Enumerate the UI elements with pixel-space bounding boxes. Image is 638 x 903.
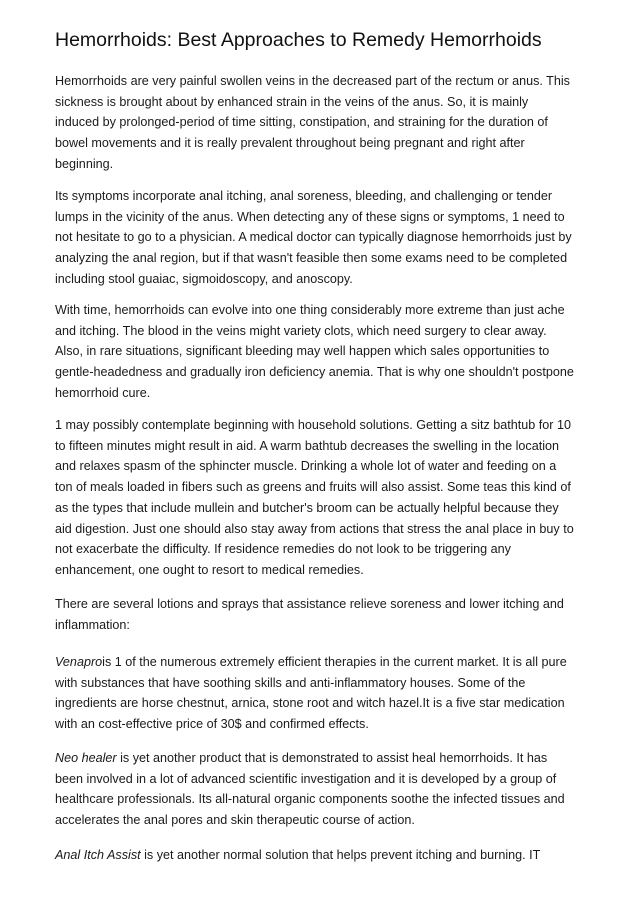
text-line: accelerates the anal pores and skin therapeutic course of action.	[55, 813, 415, 828]
text-line: bowel movements and it is really prevalent throughout being pregnant and right after	[55, 136, 525, 151]
text-line: gentle-headedness and gradually iron deficiency anemia. That is why one shouldn't postpone	[55, 365, 574, 380]
text-line: There are several lotions and sprays that assistance relieve soreness and lower itching and	[55, 597, 564, 611]
text-line: as the types that include mullein and butcher's broom can be actually helpful because they	[55, 500, 559, 515]
product-name: Neo healer	[55, 751, 117, 765]
text-line: 1 may possibly contemplate beginning with household solutions. Getting a sitz bathtub for 10	[55, 418, 571, 432]
text-line: with an cost-effective price of 30$ and confirmed effects.	[55, 717, 369, 732]
paragraph-home-remedies	[55, 415, 595, 581]
text-line: not exacerbate the difficulty. If residence remedies do not look to be triggering any	[55, 542, 511, 557]
text-line: to fifteen minutes might result in aid. A warm bathtub decreases the swelling in the location	[55, 438, 560, 453]
text-line: induced by prolonged-period of time sitting, constipation, and straining for the duration of	[55, 115, 548, 130]
text-run: is yet another product that is demonstrated to assist heal hemorrhoids. It has	[116, 751, 548, 765]
text-line: including stool guaiac, sigmoidoscopy, and anoscopy.	[55, 271, 353, 286]
paragraph-lotions	[55, 594, 595, 635]
text-line: With time, hemorrhoids can evolve into one thing considerably more extreme than just ache	[55, 303, 565, 317]
text-line: aid digestion. Just one should also stay away from actions that stress the anal place in buy to	[55, 521, 574, 536]
paragraph-symptoms	[55, 186, 595, 290]
text-line: healthcare professionals. Its all-natural organic components soothe the infected tissues and	[55, 792, 565, 807]
text-line: and itching. The blood in the veins might variety clots, which need surgery to clear away.	[55, 323, 547, 338]
text-line: analyzing the anal region, but if that wasn't feasible then some exams need to be completed	[55, 251, 568, 266]
text-line: and relaxes spasm of the sphincter muscle. Drinking a whole lot of water and feeding on a	[55, 459, 557, 474]
paragraph-neo-healer	[55, 748, 595, 831]
text-run: is 1 of the numerous extremely efficient therapies in the current market. It is all pure	[102, 655, 567, 669]
paragraph-venapro	[55, 652, 595, 735]
text-line: enhancement, one ought to resort to medical remedies.	[55, 562, 364, 577]
page-title: Hemorrhoids: Best Approaches to Remedy Hemorrhoids	[55, 29, 542, 51]
text-line: been involved in a lot of advanced scientific investigation and it is developed by a group of	[55, 771, 557, 786]
paragraph-anal-itch-assist	[55, 845, 595, 866]
text-line: not hesitate to go to a physician. A medical doctor can typically diagnose hemorrhoids just by	[55, 230, 572, 245]
product-name: Anal Itch Assist	[55, 848, 141, 862]
paragraph-complications	[55, 300, 595, 404]
text-line: inflammation:	[55, 617, 130, 632]
text-line: hemorrhoid cure.	[55, 385, 151, 400]
text-line: ton of meals loaded in fibers such as greens and fruits will also assist. Some teas this kind of	[55, 480, 571, 495]
product-name: Venapro	[55, 655, 103, 669]
text-run: is yet another normal solution that helps prevent itching and burning. IT	[140, 848, 541, 862]
text-line: beginning.	[55, 156, 114, 171]
text-line: sickness is brought about by enhanced strain in the veins of the anus. So, it is mainly	[55, 94, 529, 109]
paragraph-intro	[55, 71, 595, 175]
text-line: lumps in the vicinity of the anus. When detecting any of these signs or symptoms, 1 need to	[55, 209, 565, 224]
text-line: Also, in rare situations, significant bleeding may well happen which sales opportunities to	[55, 344, 550, 359]
text-line	[55, 845, 595, 866]
text-line: Its symptoms incorporate anal itching, anal soreness, bleeding, and challenging or tender	[55, 189, 553, 203]
text-line: with substances that have soothing skills and anti-inflammatory houses. Some of the	[55, 675, 526, 690]
text-line: Hemorrhoids are very painful swollen veins in the decreased part of the rectum or anus. This	[55, 74, 570, 88]
text-line: ingredients are horse chestnut, arnica, stone root and witch hazel.It is a five star medication	[55, 696, 565, 711]
text-line	[55, 652, 595, 673]
text-line	[55, 748, 595, 769]
